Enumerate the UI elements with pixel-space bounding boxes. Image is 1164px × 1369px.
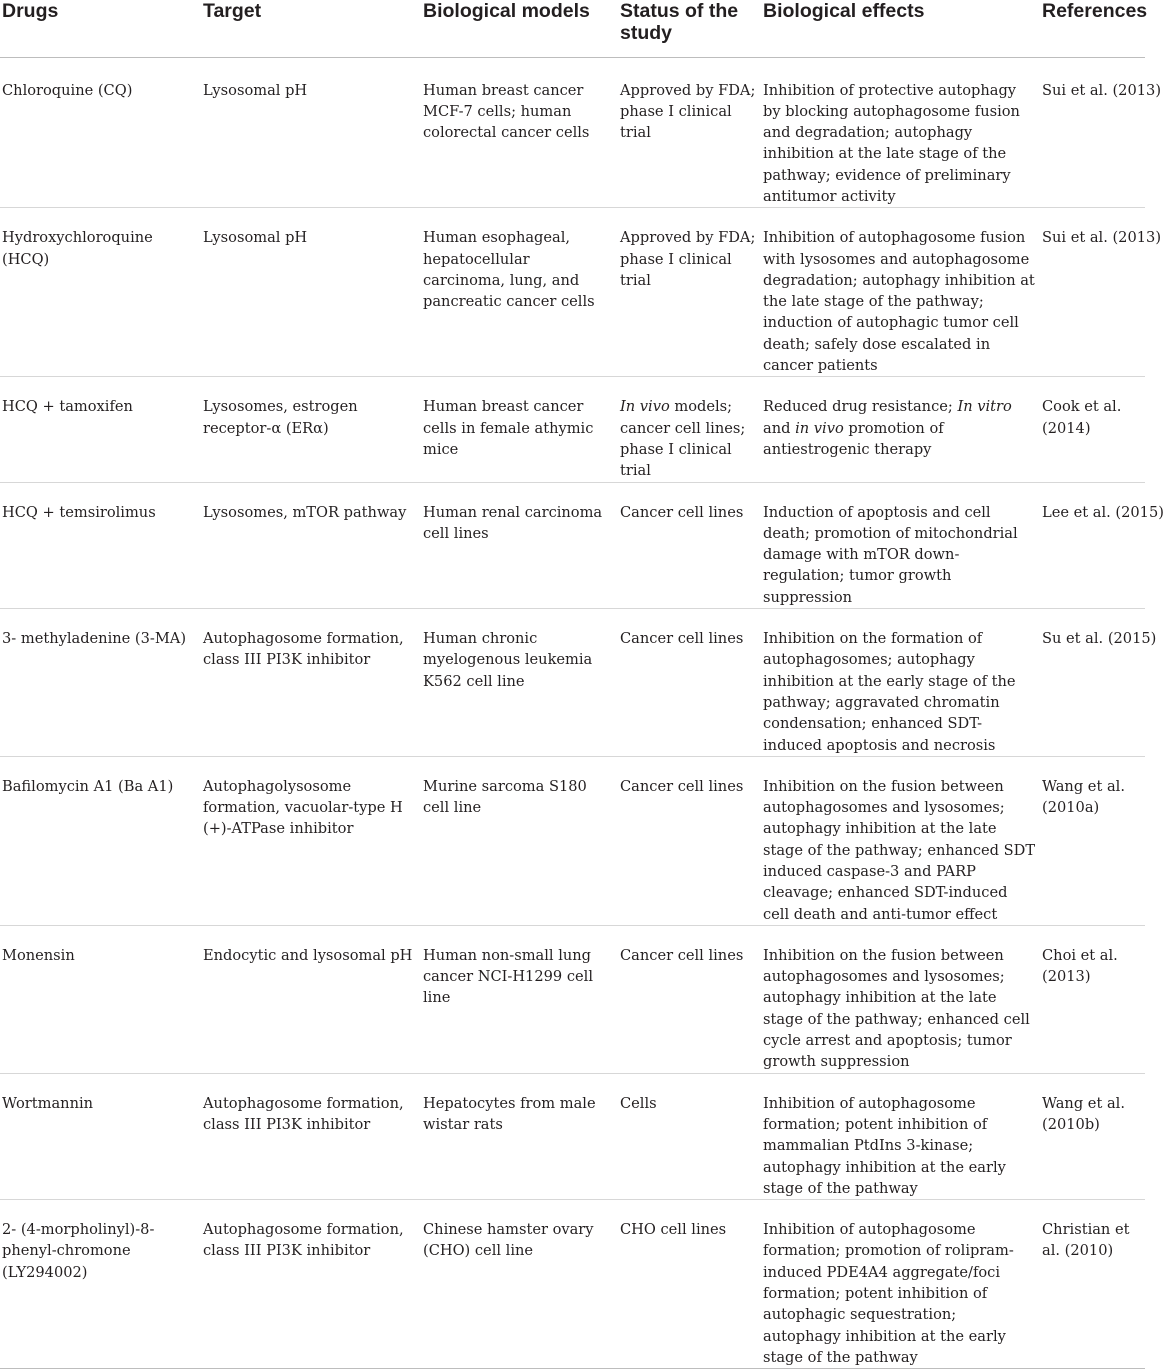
reference-cell: Choi et al. (2013) [1040, 925, 1145, 1073]
effects-italic: In vitro [957, 398, 1012, 416]
models-cell: Human breast cancer cells in female athymic mice [421, 377, 618, 482]
status-italic: In vivo [620, 398, 670, 416]
reference-cell: Sui et al. (2013) [1040, 208, 1145, 377]
header-drugs: Drugs [0, 0, 201, 57]
drug-cell: 3- methyladenine (3-MA) [0, 609, 201, 757]
drug-cell: HCQ + temsirolimus [0, 482, 201, 608]
models-cell: Murine sarcoma S180 cell line [421, 756, 618, 925]
drug-cell: Bafilomycin A1 (Ba A1) [0, 756, 201, 925]
header-status: Status of the study [618, 0, 761, 57]
header-row [0, 0, 1145, 57]
reference-cell: Su et al. (2015) [1040, 609, 1145, 757]
target-cell: Autophagolysosome formation, vacuolar-type H (+)-ATPase inhibitor [201, 756, 421, 925]
target-cell: Lysosomal pH [201, 208, 421, 377]
status-cell: Approved by FDA; phase I clinical trial [618, 57, 761, 208]
effects-text: promotion of antiestrogenic therapy [763, 419, 944, 458]
table-row [0, 482, 1145, 608]
table-row [0, 57, 1145, 208]
reference-cell: Sui et al. (2013) [1040, 57, 1145, 208]
models-cell: Human chronic myelogenous leukemia K562 cell line [421, 609, 618, 757]
status-cell: Cancer cell lines [618, 482, 761, 608]
effects-cell: Induction of apoptosis and cell death; promotion of mitochondrial damage with mTOR down-regulation; tumor growth suppression [761, 482, 1040, 608]
effects-text: Reduced drug resistance; [763, 398, 958, 416]
table-row [0, 208, 1145, 377]
drug-cell: 2- (4-morpholinyl)-8-phenyl-chromone (LY294002) [0, 1200, 201, 1369]
effects-cell: Inhibition of protective autophagy by blocking autophagosome fusion and degradation; autophagy inhibition at the late stage of the pathway; evidence of preliminary antitumor activity [761, 57, 1040, 208]
models-cell: Human breast cancer MCF-7 cells; human colorectal cancer cells [421, 57, 618, 208]
status-cell [618, 377, 761, 482]
effects-cell: Inhibition on the fusion between autophagosomes and lysosomes; autophagy inhibition at the late stage of the pathway; enhanced cell cycle arrest and apoptosis; tumor growth suppression [761, 925, 1040, 1073]
target-cell: Lysosomal pH [201, 57, 421, 208]
effects-cell [761, 377, 1040, 482]
table-row [0, 756, 1145, 925]
effects-cell: Inhibition of autophagosome formation; promotion of rolipram-induced PDE4A4 aggregate/foci formation; potent inhibition of autophagic sequestration; autophagy inhibition at the early stage of the pathway [761, 1200, 1040, 1369]
drug-cell: Wortmannin [0, 1073, 201, 1199]
drug-cell: Monensin [0, 925, 201, 1073]
header-biological-models: Biological models [421, 0, 618, 57]
header-target: Target [201, 0, 421, 57]
reference-cell: Lee et al. (2015) [1040, 482, 1145, 608]
reference-cell: Christian et al. (2010) [1040, 1200, 1145, 1369]
target-cell: Lysosomes, mTOR pathway [201, 482, 421, 608]
reference-cell: Cook et al. (2014) [1040, 377, 1145, 482]
effects-cell: Inhibition on the formation of autophagosomes; autophagy inhibition at the early stage of the pathway; aggravated chromatin condensation; enhanced SDT-induced apoptosis and necrosis [761, 609, 1040, 757]
reference-cell: Wang et al. (2010b) [1040, 1073, 1145, 1199]
table-row [0, 925, 1145, 1073]
table-row [0, 377, 1145, 482]
effects-cell: Inhibition of autophagosome formation; potent inhibition of mammalian PtdIns 3-kinase; autophagy inhibition at the early stage of the pathway [761, 1073, 1040, 1199]
models-cell: Human renal carcinoma cell lines [421, 482, 618, 608]
effects-text: and [763, 419, 796, 437]
models-cell: Chinese hamster ovary (CHO) cell line [421, 1200, 618, 1369]
effects-cell: Inhibition of autophagosome fusion with lysosomes and autophagosome degradation; autophagy inhibition at the late stage of the pathway; induction of autophagic tumor cell death; safely dose escalated in cancer patients [761, 208, 1040, 377]
status-cell: Cancer cell lines [618, 756, 761, 925]
target-cell: Autophagosome formation, class III PI3K inhibitor [201, 609, 421, 757]
status-cell: CHO cell lines [618, 1200, 761, 1369]
table-row [0, 1073, 1145, 1199]
drug-cell: Hydroxychloroquine (HCQ) [0, 208, 201, 377]
header-biological-effects: Biological effects [761, 0, 1040, 57]
status-cell: Cancer cell lines [618, 609, 761, 757]
models-cell: Hepatocytes from male wistar rats [421, 1073, 618, 1199]
drug-cell: HCQ + tamoxifen [0, 377, 201, 482]
models-cell: Human esophageal, hepatocellular carcinoma, lung, and pancreatic cancer cells [421, 208, 618, 377]
target-cell: Autophagosome formation, class III PI3K inhibitor [201, 1073, 421, 1199]
status-cell: Approved by FDA; phase I clinical trial [618, 208, 761, 377]
drug-cell: Chloroquine (CQ) [0, 57, 201, 208]
table-row [0, 609, 1145, 757]
status-cell: Cells [618, 1073, 761, 1199]
target-cell: Autophagosome formation, class III PI3K inhibitor [201, 1200, 421, 1369]
target-cell: Endocytic and lysosomal pH [201, 925, 421, 1073]
effects-italic: in vivo [795, 419, 844, 437]
effects-cell: Inhibition on the fusion between autophagosomes and lysosomes; autophagy inhibition at the late stage of the pathway; enhanced SDT induced caspase-3 and PARP cleavage; enhanced SDT-induced cell death and anti-tumor effect [761, 756, 1040, 925]
reference-cell: Wang et al. (2010a) [1040, 756, 1145, 925]
models-cell: Human non-small lung cancer NCI-H1299 cell line [421, 925, 618, 1073]
target-cell: Lysosomes, estrogen receptor-α (ERα) [201, 377, 421, 482]
status-cell: Cancer cell lines [618, 925, 761, 1073]
header-references: References [1040, 0, 1145, 57]
table-row [0, 1200, 1145, 1369]
status-text: models; cancer cell lines; phase I clinical trial [620, 398, 746, 480]
